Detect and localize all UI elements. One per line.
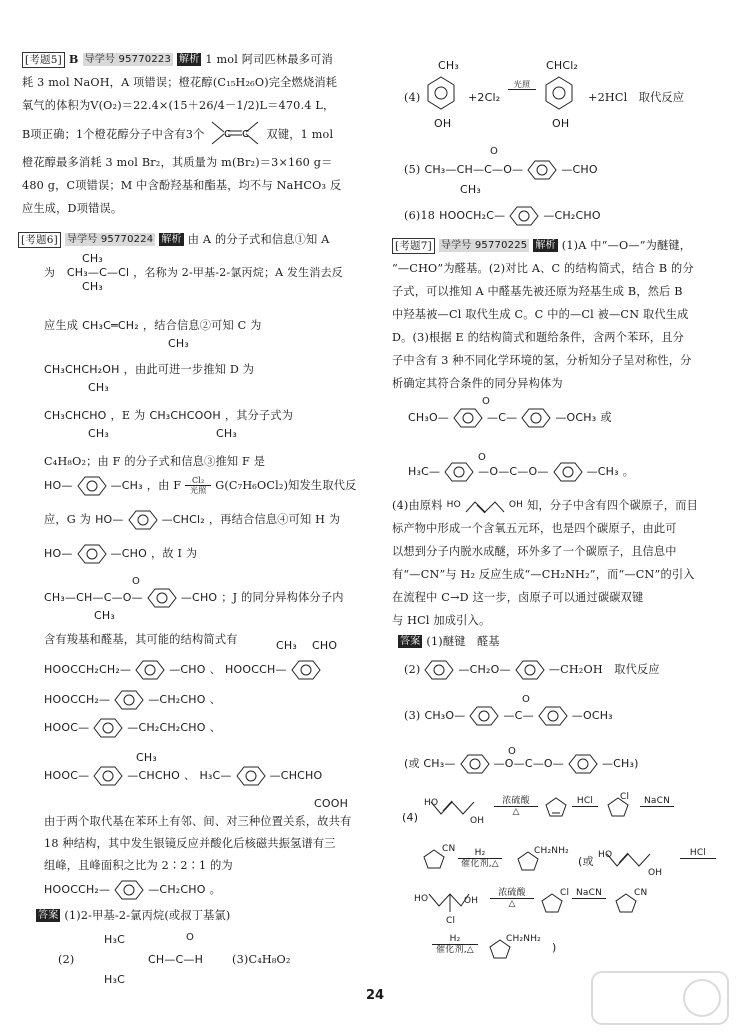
h2-arrow bbox=[458, 848, 502, 869]
r4-oh: OH bbox=[434, 117, 452, 130]
alkene-sub: CH₃ bbox=[168, 337, 189, 350]
answer-2-3 bbox=[48, 924, 348, 984]
arrow-bottom-light: 光照 bbox=[190, 486, 207, 495]
benzene-ring-icon bbox=[426, 76, 456, 110]
tetrahydrofuran-ring-icon bbox=[488, 938, 512, 960]
sep-2: 、 bbox=[209, 693, 221, 706]
k7-line-3: 中羟基被—Cl 取代生成 C。C 中的—Cl 被—CN 取代生成 bbox=[392, 308, 689, 321]
p4-line-1: 知，分子中含有四个碳原子，而目 bbox=[527, 499, 698, 512]
s-ch2nh2-2: CH₂NH₂ bbox=[506, 934, 541, 944]
k6-line-4: ，结合信息②可知 C 为 bbox=[142, 319, 262, 332]
h2-label: H₂ bbox=[474, 848, 486, 858]
benzene-ring-icon bbox=[93, 765, 123, 787]
a2-h3c-top: H₃C bbox=[104, 933, 125, 946]
k6-line-14: ；J 的同分异构体分子内 bbox=[221, 591, 344, 604]
p4-step-note: 在流程中 C→D 这一步，卤原子可以通过碳碳双键 bbox=[392, 591, 644, 604]
benzene-ring-icon bbox=[444, 461, 474, 483]
f-ch3: —CH₃ bbox=[110, 479, 143, 492]
p4-line-2: 标产物中形成一个含氧五元环，也是四个碳原子，由此可 bbox=[392, 522, 677, 535]
r5-line bbox=[404, 158, 598, 181]
final-left: HOOCCH₂— bbox=[44, 883, 111, 896]
r4-tail: +2HCl 取代反应 bbox=[588, 91, 685, 104]
i-left: CH₃—CH—C—O— bbox=[44, 591, 143, 604]
i-carbonyl-o: O bbox=[132, 576, 141, 587]
benzene-ring-icon bbox=[291, 659, 321, 681]
benzene-ring-icon bbox=[568, 753, 598, 775]
benzene-ring-icon bbox=[424, 659, 454, 681]
tetrahydrofuran-ring-icon bbox=[606, 796, 630, 818]
k7-tag: [考题7] bbox=[392, 238, 435, 254]
j2-cho: CHO bbox=[312, 639, 338, 652]
k7-line-1: “—CHO”为醛基。(2)对比 A、C 的结构简式，结合 B 的分 bbox=[392, 262, 694, 275]
iso1-right: —OCH₃ bbox=[555, 411, 597, 424]
k6-tag: [考题6] bbox=[18, 232, 61, 248]
svg-text:C: C bbox=[224, 129, 232, 140]
j-row-1 bbox=[44, 658, 321, 681]
benzene-ring-icon bbox=[114, 879, 144, 901]
j3-right: —CH₂CHO bbox=[148, 693, 206, 706]
iso-or: 或 bbox=[600, 411, 612, 424]
synthesis-route bbox=[402, 784, 737, 974]
a2-o: O bbox=[186, 932, 195, 943]
answer-tag: 答案 bbox=[38, 910, 59, 921]
final-period: 。 bbox=[209, 883, 221, 896]
r6-left: HOOCH₂C— bbox=[439, 209, 506, 222]
k7-block bbox=[392, 234, 737, 395]
k5-line-4: 双键，1 mol bbox=[266, 127, 334, 141]
h-cho: —CHO bbox=[110, 547, 147, 560]
s-cl2: Cl bbox=[446, 916, 456, 926]
a2-h3c-bot: H₃C bbox=[104, 973, 125, 986]
ans3b-o: O bbox=[508, 746, 517, 757]
k7-line-4: D。(3)根据 E 的结构简式和题给条件，含两个苯环，且分 bbox=[392, 331, 685, 344]
j-row-2 bbox=[44, 688, 221, 711]
s-cn2: CN bbox=[634, 888, 648, 898]
d-sub: CH₃ bbox=[88, 427, 109, 440]
h-ho: HO— bbox=[44, 547, 73, 560]
acid-label: 浓硫酸 bbox=[502, 796, 530, 806]
p4-line-5: 与 HCl 加成引入。 bbox=[392, 614, 491, 627]
k5-answer: B bbox=[68, 52, 79, 66]
k5-line-1: 耗 3 mol NaOH，A 项错误；橙花醇(C₁₅H₂₆O)完全燃烧消耗 bbox=[22, 76, 338, 89]
k6-line-20: 由于两个取代基在苯环上有邻、间、对三种位置关系，故共有 bbox=[44, 815, 352, 828]
k6-block bbox=[18, 228, 368, 251]
r6-line bbox=[404, 204, 601, 227]
delta-label: △ bbox=[512, 807, 520, 817]
acid-arrow bbox=[494, 796, 538, 817]
benzene-ring-icon bbox=[93, 717, 123, 739]
answer-3: (3)C₄H₈O₂ bbox=[232, 953, 291, 966]
p4-line-3: 以想到分子内脱水成醚，环外多了一个碳原子，且信息中 bbox=[392, 545, 677, 558]
k6-line-2: ，名称为 2-甲基-2-氯丙烷；A 发生消去反 bbox=[133, 266, 343, 279]
hcl-arrow bbox=[572, 796, 598, 807]
ans2-mid: —CH₂O— bbox=[458, 663, 511, 676]
p4-ho: HO bbox=[446, 500, 461, 510]
ans3-left: CH₃O— bbox=[424, 709, 466, 722]
k7-answer-line bbox=[398, 630, 500, 653]
k5-line-2: 氧气的体积为V(O₂)＝22.4×(15＋26/4－1/2)L＝470.4 L， bbox=[22, 99, 335, 112]
j-row-3 bbox=[44, 716, 221, 739]
j4-left: HOOC— bbox=[44, 721, 90, 734]
iso-period: 。 bbox=[622, 465, 635, 478]
j4-right: —CH₂CH₂CHO bbox=[127, 721, 206, 734]
answer-2-label: (2) bbox=[58, 953, 75, 966]
r6-label: (6)18 bbox=[404, 209, 436, 222]
g-chcl2: —CHCl₂ bbox=[161, 513, 205, 526]
nacn-arrow bbox=[640, 796, 674, 807]
formula-ch3-bot: CH₃ bbox=[82, 280, 103, 293]
iso1-line: CH₃O— —C— —OCH₃ 或 bbox=[408, 406, 612, 429]
nacn-arrow-2 bbox=[572, 888, 606, 899]
r4-label: (4) bbox=[404, 91, 421, 104]
tetrahydrofuran-ring-icon bbox=[516, 850, 540, 872]
hcl-label-2: HCl bbox=[689, 848, 707, 858]
k7-guide-number: 导学号 95770225 bbox=[440, 240, 528, 251]
s-oh2: OH bbox=[648, 868, 663, 878]
k5-line-3: B项正确；1个橙花醇分子中含有3个 bbox=[22, 127, 205, 141]
benzene-ring-icon bbox=[77, 475, 107, 497]
benzene-ring-icon bbox=[469, 705, 499, 727]
cat-label-2: 催化剂,△ bbox=[436, 945, 474, 955]
tetrahydrofuran-ring-icon bbox=[614, 892, 638, 914]
k7-jiexi-label: 解析 bbox=[535, 240, 556, 251]
r4-chcl2: CHCl₂ bbox=[546, 59, 579, 72]
benzene-ring-icon bbox=[453, 407, 483, 429]
r4-arrow bbox=[508, 80, 536, 90]
k6-line-22: 组峰，且峰面积之比为 2∶2∶1 的为 bbox=[44, 859, 233, 872]
benzene-ring-icon bbox=[147, 587, 177, 609]
r5-left: CH₃—CH—C—O— bbox=[424, 163, 524, 176]
p4-block bbox=[392, 494, 737, 632]
r5-ch3: CH₃ bbox=[460, 183, 481, 196]
g-line bbox=[44, 508, 340, 531]
k6-line-6: ，E 为 bbox=[110, 409, 146, 422]
benzene-ring-icon bbox=[236, 765, 266, 787]
benzene-ring-icon bbox=[521, 407, 551, 429]
benzene-ring-icon bbox=[509, 205, 539, 227]
de-line bbox=[44, 404, 293, 427]
watermark-logo-icon bbox=[590, 968, 730, 1028]
ans3b-right: —CH₃) bbox=[601, 757, 639, 770]
k7-line-6: 析确定其符合条件的同分异构体为 bbox=[392, 377, 563, 390]
c-formula: CH₃CHCH₂OH bbox=[44, 363, 120, 376]
tert-butyl-chloride-formula bbox=[44, 252, 343, 294]
s-cn: CN bbox=[442, 844, 456, 854]
j5-left: HOOC— bbox=[44, 769, 90, 782]
iso2-line: H₃C— —O—C—O— —CH₃ 。 bbox=[408, 460, 634, 483]
r5-o: O bbox=[490, 146, 499, 157]
j-row-4 bbox=[44, 764, 322, 787]
benzene-ring-icon bbox=[77, 543, 107, 565]
hcl-label: HCl bbox=[576, 796, 594, 806]
benzene-ring-icon bbox=[135, 659, 165, 681]
k6-line-15: 含有羧基和醛基，其可能的结构简式有 bbox=[44, 633, 238, 646]
s-oh3: OH bbox=[464, 896, 479, 906]
alkene-formula: CH₃C═CH₂ bbox=[82, 319, 139, 332]
k6-guide-number: 导学号 95770224 bbox=[66, 234, 154, 245]
ans4-label: (4) bbox=[402, 811, 419, 824]
k7-ans-3: (3) CH₃O— —C— —OCH₃ bbox=[404, 704, 613, 727]
iso1-o: O bbox=[482, 396, 491, 407]
s-or: (或 bbox=[578, 855, 594, 868]
nacn-label: NaCN bbox=[643, 796, 671, 806]
iso2-right: —CH₃ bbox=[586, 465, 619, 478]
iso2-left: H₃C— bbox=[408, 465, 441, 478]
benzene-ring-icon bbox=[553, 461, 583, 483]
iso2-o: O bbox=[478, 452, 487, 463]
k6-wei: 为 bbox=[44, 266, 56, 279]
k5-block bbox=[22, 48, 341, 220]
ans3-right: —OCH₃ bbox=[571, 709, 613, 722]
dihydrofuran-ring-icon bbox=[544, 796, 568, 818]
ans2-right: —CH₂OH 取代反应 bbox=[548, 663, 660, 676]
r5-label: (5) bbox=[404, 163, 421, 176]
j5-sub: CH₃ bbox=[136, 751, 157, 764]
benzene-ring-icon bbox=[114, 689, 144, 711]
acid-label-2: 浓硫酸 bbox=[498, 888, 526, 898]
alkene-line bbox=[44, 314, 262, 337]
r4-ch3: CH₃ bbox=[438, 59, 459, 72]
s-cl3: Cl bbox=[560, 888, 570, 898]
p4-oh: OH bbox=[508, 500, 524, 510]
k6-line-3: 应生成 bbox=[44, 319, 79, 332]
j2-sub: CH₃ bbox=[276, 639, 297, 652]
r6-right: —CH₂CHO bbox=[543, 209, 601, 222]
k6-line-7: ，其分子式为 bbox=[224, 409, 294, 422]
benzene-ring-icon bbox=[538, 705, 568, 727]
final-structure bbox=[44, 878, 221, 901]
k7-ans-3b: (或 CH₃— —O—C—O— —CH₃) bbox=[404, 752, 639, 775]
k6-line-12: ，再结合信息④可知 H 为 bbox=[208, 513, 341, 526]
benzene-ring-icon bbox=[544, 76, 574, 110]
tetrahydrofuran-ring-icon bbox=[422, 848, 446, 870]
j6-left: H₃C— bbox=[199, 769, 232, 782]
j5-right: —CHCHO bbox=[127, 769, 181, 782]
s-ho3: HO bbox=[414, 894, 429, 904]
k5-guide-number: 导学号 95770223 bbox=[84, 54, 172, 65]
r4-reaction bbox=[392, 30, 737, 130]
ans3b-open: (或 CH₃— bbox=[404, 757, 456, 770]
k7-line-2: 子式，可以推知 A 中醛基先被还原为羟基生成 B，然后 B bbox=[392, 285, 683, 298]
k7-ans-2 bbox=[404, 658, 660, 681]
g-ho: HO— bbox=[95, 513, 124, 526]
r4-plus: +2Cl₂ bbox=[468, 91, 501, 104]
svg-text:C: C bbox=[242, 129, 250, 140]
k5-tag: [考题5] bbox=[22, 52, 65, 68]
i-ch3: CH₃ bbox=[94, 609, 115, 622]
j3-left: HOOCCH₂— bbox=[44, 693, 111, 706]
cl2-light-arrow bbox=[185, 476, 211, 495]
h-line bbox=[44, 542, 197, 565]
k6-line-13: ，故 I 为 bbox=[150, 547, 198, 560]
r4-cond: 光照 bbox=[513, 80, 531, 89]
sep-4: 、 bbox=[184, 769, 196, 782]
cc-double-bond-icon bbox=[208, 118, 262, 150]
c-line bbox=[44, 358, 254, 381]
benzene-ring-icon bbox=[460, 753, 490, 775]
f-ho: HO— bbox=[44, 479, 73, 492]
arrow-top-cl2: Cl₂ bbox=[191, 476, 205, 485]
k5-line-0: 1 mol 阿司匹林最多可消 bbox=[205, 53, 333, 66]
page-number: 24 bbox=[365, 988, 385, 1003]
ans3-o: O bbox=[522, 694, 531, 705]
benzene-ring-icon bbox=[515, 659, 545, 681]
i-line bbox=[44, 586, 344, 609]
nacn-label-2: NaCN bbox=[575, 888, 603, 898]
sep-3: 、 bbox=[209, 721, 222, 734]
e-sub: CH₃ bbox=[216, 427, 237, 440]
butenediol-chain-icon bbox=[465, 498, 505, 514]
delta-label-2: △ bbox=[508, 899, 516, 909]
r4-oh2: OH bbox=[552, 117, 570, 130]
d-formula: CH₃CHCHO bbox=[44, 409, 107, 422]
formula-ch3-top: CH₃ bbox=[82, 252, 103, 265]
cat-label: 催化剂,△ bbox=[461, 859, 499, 869]
benzene-ring-icon bbox=[527, 159, 557, 181]
answer-1: (1)2-甲基-2-氯丙烷(或叔丁基氯) bbox=[64, 909, 231, 922]
h2-label-2: H₂ bbox=[449, 934, 461, 944]
tetrahydrofuran-ring-icon bbox=[540, 892, 564, 914]
h2-arrow-2 bbox=[432, 934, 478, 955]
hcl-arrow-2 bbox=[680, 848, 716, 859]
ans3-label: (3) bbox=[404, 709, 421, 722]
s-ho: HO bbox=[424, 798, 439, 808]
a2-ch: CH—C—H bbox=[148, 953, 204, 966]
k5-line-7: 应生成，D项错误。 bbox=[22, 202, 123, 215]
p4-line-0: (4)由原料 bbox=[392, 499, 443, 512]
j6-right: —CHCHO bbox=[269, 769, 323, 782]
k7-line-5: 子中含有 3 种不同化学环境的氢，分析知分子呈对称性，分 bbox=[392, 354, 692, 367]
k6-line-0: 由 A 的分子式和信息①知 A bbox=[187, 233, 330, 246]
k7-line-0: (1)A 中“—O—”为醚键， bbox=[561, 239, 692, 252]
s-cl: Cl bbox=[620, 792, 630, 802]
sep-1: 、 bbox=[209, 663, 222, 676]
s-ho2: HO bbox=[598, 850, 613, 860]
k5-jiexi-label: 解析 bbox=[179, 54, 200, 65]
k6-line-21: 18 种结构，其中发生银镜反应并酸化后核磁共振氢谱有三 bbox=[44, 837, 336, 850]
formula-main: CH₃—C—Cl bbox=[66, 266, 130, 279]
iso1-left: CH₃O— bbox=[408, 411, 450, 424]
k6-line-9: ，由 F bbox=[146, 479, 182, 492]
j2-left: HOOCCH— bbox=[225, 663, 287, 676]
k6-jiexi-label: 解析 bbox=[161, 234, 182, 245]
k6-line-5: ，由此可进一步推知 D 为 bbox=[123, 363, 255, 376]
j6-sub: COOH bbox=[314, 797, 349, 810]
k5-line-5: 橙花醇最多消耗 3 mol Br₂，其质量为 m(Br₂)＝3×160 g＝ bbox=[22, 156, 333, 169]
j1-left: HOOCCH₂CH₂— bbox=[44, 663, 132, 676]
ans2-label: (2) bbox=[404, 663, 421, 676]
c-sub: CH₃ bbox=[88, 381, 109, 394]
e-formula: CH₃CHCOOH bbox=[149, 409, 221, 422]
r5-cho: —CHO bbox=[561, 163, 598, 176]
f-line bbox=[44, 474, 356, 497]
final-right: —CH₂CHO bbox=[148, 883, 206, 896]
answer-tag: 答案 bbox=[400, 636, 421, 647]
s-oh: OH bbox=[470, 816, 485, 826]
s-close: ) bbox=[552, 941, 557, 954]
benzene-ring-icon bbox=[128, 509, 158, 531]
k6-line-11: 应，G 为 bbox=[44, 513, 92, 526]
k7-ans-1: (1)醚键 醛基 bbox=[426, 635, 500, 648]
k6-line-8: C₄H₈O₂；由 F 的分子式和信息③推知 F 是 bbox=[44, 455, 266, 468]
k5-line-6: 480 g，C项错误；M 中含酚羟基和酯基，均不与 NaHCO₃ 反 bbox=[22, 179, 342, 192]
i-cho: —CHO bbox=[180, 591, 218, 604]
j1-right: —CHO bbox=[169, 663, 206, 676]
p4-line-4: 有“—CN”与 H₂ 反应生成“—CH₂NH₂”，而“—CN”的引入 bbox=[392, 568, 695, 581]
butenediol-chain-icon bbox=[606, 850, 652, 870]
s-ch2nh2: CH₂NH₂ bbox=[534, 846, 569, 856]
acid-arrow-2 bbox=[490, 888, 534, 909]
k6-line-10: G(C₇H₆OCl₂)知发生取代反 bbox=[215, 479, 357, 492]
